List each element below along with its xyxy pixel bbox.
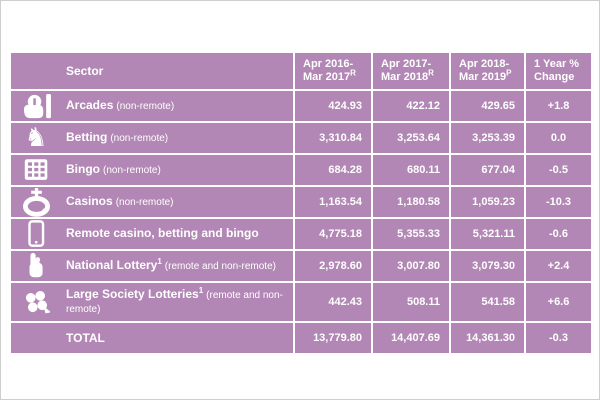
header-sector-label: Sector (66, 64, 104, 78)
national-lottery-change: +2.4 (526, 251, 591, 281)
casinos-2016-17: 1,163.54 (295, 187, 371, 217)
bingo-card-icon (11, 158, 61, 182)
large-society-2017-18: 508.11 (373, 283, 449, 321)
arcades-2017-18: 422.12 (373, 91, 449, 121)
betting-2017-18: 3,253.64 (373, 123, 449, 153)
arcade-coin-slot-icon (11, 93, 61, 120)
row-arcades-label: Arcades (non-remote) (66, 98, 175, 112)
row-bingo (11, 155, 293, 185)
bingo-2017-18: 680.11 (373, 155, 449, 185)
arcades-change: +1.8 (526, 91, 591, 121)
large-society-change: +6.6 (526, 283, 591, 321)
betting-2018-19: 3,253.39 (451, 123, 524, 153)
row-total (11, 323, 293, 353)
horse-racing-icon: ♞ (24, 123, 48, 153)
casinos-2018-19: 1,059.23 (451, 187, 524, 217)
header-sector (11, 53, 293, 89)
row-casinos-label: Casinos (non-remote) (66, 194, 174, 208)
row-large-society-lotteries (11, 283, 293, 321)
national-lottery-2016-17: 2,978.60 (295, 251, 371, 281)
row-national-lottery-label: National Lottery$^1$ (remote and non-remote) (66, 257, 276, 272)
four-leaf-clover-icon (11, 288, 61, 316)
remote-2016-17: 4,775.18 (295, 219, 371, 249)
crossed-fingers-icon (11, 252, 61, 280)
header-apr2018-mar2019: Apr 2018- Mar $2019^P$ (451, 53, 524, 89)
national-lottery-2017-18: 3,007.80 (373, 251, 449, 281)
total-2017-18: 14,407.69 (373, 323, 449, 353)
row-betting (11, 123, 293, 153)
header-apr2017-mar2018: Apr 2017- Mar $2018^R$ (373, 53, 449, 89)
remote-change: -0.6 (526, 219, 591, 249)
row-national-lottery (11, 251, 293, 281)
betting-2016-17: 3,310.84 (295, 123, 371, 153)
row-betting-label: Betting (non-remote) (66, 130, 169, 144)
total-2016-17: 13,779.80 (295, 323, 371, 353)
bingo-change: -0.5 (526, 155, 591, 185)
arcades-2018-19: 429.65 (451, 91, 524, 121)
total-label: TOTAL (66, 331, 105, 345)
row-casinos (11, 187, 293, 217)
gambling-yield-table (11, 53, 591, 353)
large-society-2016-17: 442.43 (295, 283, 371, 321)
remote-2017-18: 5,355.33 (373, 219, 449, 249)
roulette-wheel-icon (11, 188, 61, 217)
casinos-change: -10.3 (526, 187, 591, 217)
casinos-2017-18: 1,180.58 (373, 187, 449, 217)
remote-2018-19: 5,321.11 (451, 219, 524, 249)
header-apr2016-mar2017: Apr 2016- Mar $2017^R$ (295, 53, 371, 89)
row-remote (11, 219, 293, 249)
large-society-2018-19: 541.58 (451, 283, 524, 321)
row-remote-label: Remote casino, betting and bingo (66, 226, 259, 240)
betting-change: 0.0 (526, 123, 591, 153)
arcades-2016-17: 424.93 (295, 91, 371, 121)
bingo-2018-19: 677.04 (451, 155, 524, 185)
national-lottery-2018-19: 3,079.30 (451, 251, 524, 281)
row-bingo-label: Bingo (non-remote) (66, 162, 161, 176)
row-large-society-lotteries-label: Large Society Lotteries$^1$ (remote and non-remote) (66, 286, 283, 315)
total-2018-19: 14,361.30 (451, 323, 524, 353)
row-arcades (11, 91, 293, 121)
smartphone-icon (11, 220, 61, 248)
header-1-year-change: 1 Year % Change (526, 53, 591, 89)
total-change: -0.3 (526, 323, 591, 353)
bingo-2016-17: 684.28 (295, 155, 371, 185)
